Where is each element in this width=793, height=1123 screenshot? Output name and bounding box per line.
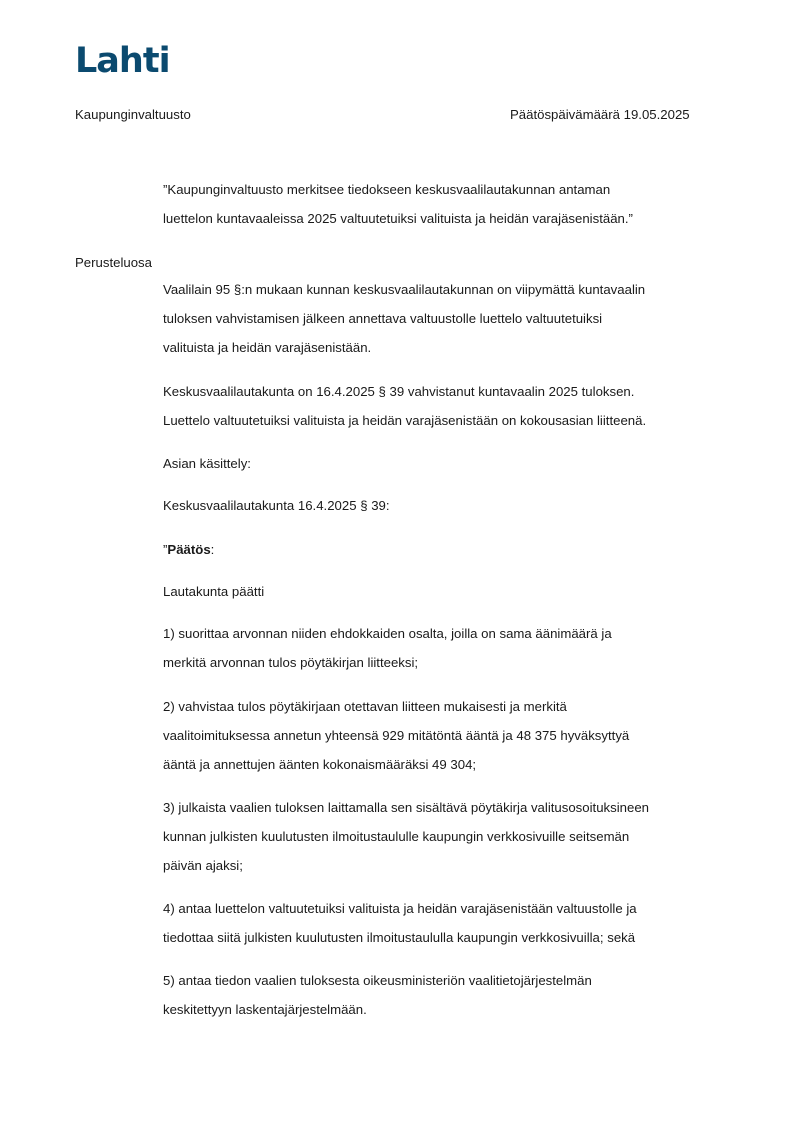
list-item-4: [163, 894, 723, 952]
text-line: 1) suorittaa arvonnan niiden ehdokkaiden osalta, joilla on sama äänimäärä ja: [163, 626, 612, 641]
lahti-logo: Lahti: [75, 41, 170, 81]
quote-mark: ”: [163, 542, 168, 557]
text-line: valituista ja heidän varajäsenistään.: [163, 340, 372, 355]
paragraph-asian-kasittely: Asian käsittely:: [163, 456, 251, 471]
proposal-line-1: ”Kaupunginvaltuusto merkitsee tiedokseen keskusvaalilautakunnan antaman: [163, 182, 611, 197]
text-line: Keskusvaalilautakunta on 16.4.2025 § 39 vahvistanut kuntavaalin 2025 tuloksen.: [163, 384, 635, 399]
text-line: vaalitoimituksessa annetun yhteensä 929 mitätöntä ääntä ja 48 375 hyväksyttyä: [163, 728, 630, 743]
paragraph-vahvistus: [163, 377, 723, 435]
text-line: 2) vahvistaa tulos pöytäkirjaan otettavan liitteen mukaisesti ja merkitä: [163, 699, 567, 714]
text-line: 5) antaa tiedon vaalien tuloksesta oikeusministeriön vaalitietojärjestelmän: [163, 973, 592, 988]
text-line: 3) julkaista vaalien tuloksen laittamalla sen sisältävä pöytäkirja valitusosoituksineen: [163, 800, 649, 815]
text-line: merkitä arvonnan tulos pöytäkirjan liitteeksi;: [163, 655, 419, 670]
text-line: tiedottaa siitä julkisten kuulutusten ilmoitustaululla kaupungin verkkosivuilla; sekä: [163, 930, 636, 945]
text-line: keskitettyyn laskentajärjestelmään.: [163, 1002, 367, 1017]
text-line: päivän ajaksi;: [163, 858, 243, 873]
paragraph-vaalilaki: [163, 275, 723, 362]
list-item-3: [163, 793, 723, 880]
organ-name: Kaupunginvaltuusto: [75, 107, 191, 122]
text-line: tuloksen vahvistamisen jälkeen annettava valtuustolle luettelo valtuutetuiksi: [163, 311, 603, 326]
proposal-text: [163, 175, 723, 233]
list-item-5: [163, 966, 723, 1024]
text-line: Luettelo valtuutetuiksi valituista ja heidän varajäsenistään on kokousasian liitteenä.: [163, 413, 647, 428]
colon: :: [210, 542, 215, 557]
paragraph-paatos-heading: [163, 535, 723, 564]
paragraph-lautakunta-paatti: Lautakunta päätti: [163, 584, 265, 599]
decision-date: Päätöspäivämäärä 19.05.2025: [510, 107, 690, 122]
text-line: ääntä ja annettujen äänten kokonaismääräksi 49 304;: [163, 757, 477, 772]
text-line: 4) antaa luettelon valtuutetuiksi valituista ja heidän varajäsenistään valtuustolle ja: [163, 901, 637, 916]
proposal-line-2: luettelon kuntavaaleissa 2025 valtuutetuiksi valituista ja heidän varajäsenistään.”: [163, 211, 633, 226]
text-line: Vaalilain 95 §:n mukaan kunnan keskusvaalilautakunnan on viipymättä kuntavaalin: [163, 282, 646, 297]
text-line: kunnan julkisten kuulutusten ilmoitustaululle kaupungin verkkosivuille seitsemän: [163, 829, 630, 844]
paatos-bold: Päätös: [167, 542, 211, 557]
list-item-2: [163, 692, 723, 779]
paragraph-lautakunta-ref: Keskusvaalilautakunta 16.4.2025 § 39:: [163, 498, 390, 513]
list-item-1: [163, 619, 723, 677]
section-label: Perusteluosa: [75, 255, 152, 270]
